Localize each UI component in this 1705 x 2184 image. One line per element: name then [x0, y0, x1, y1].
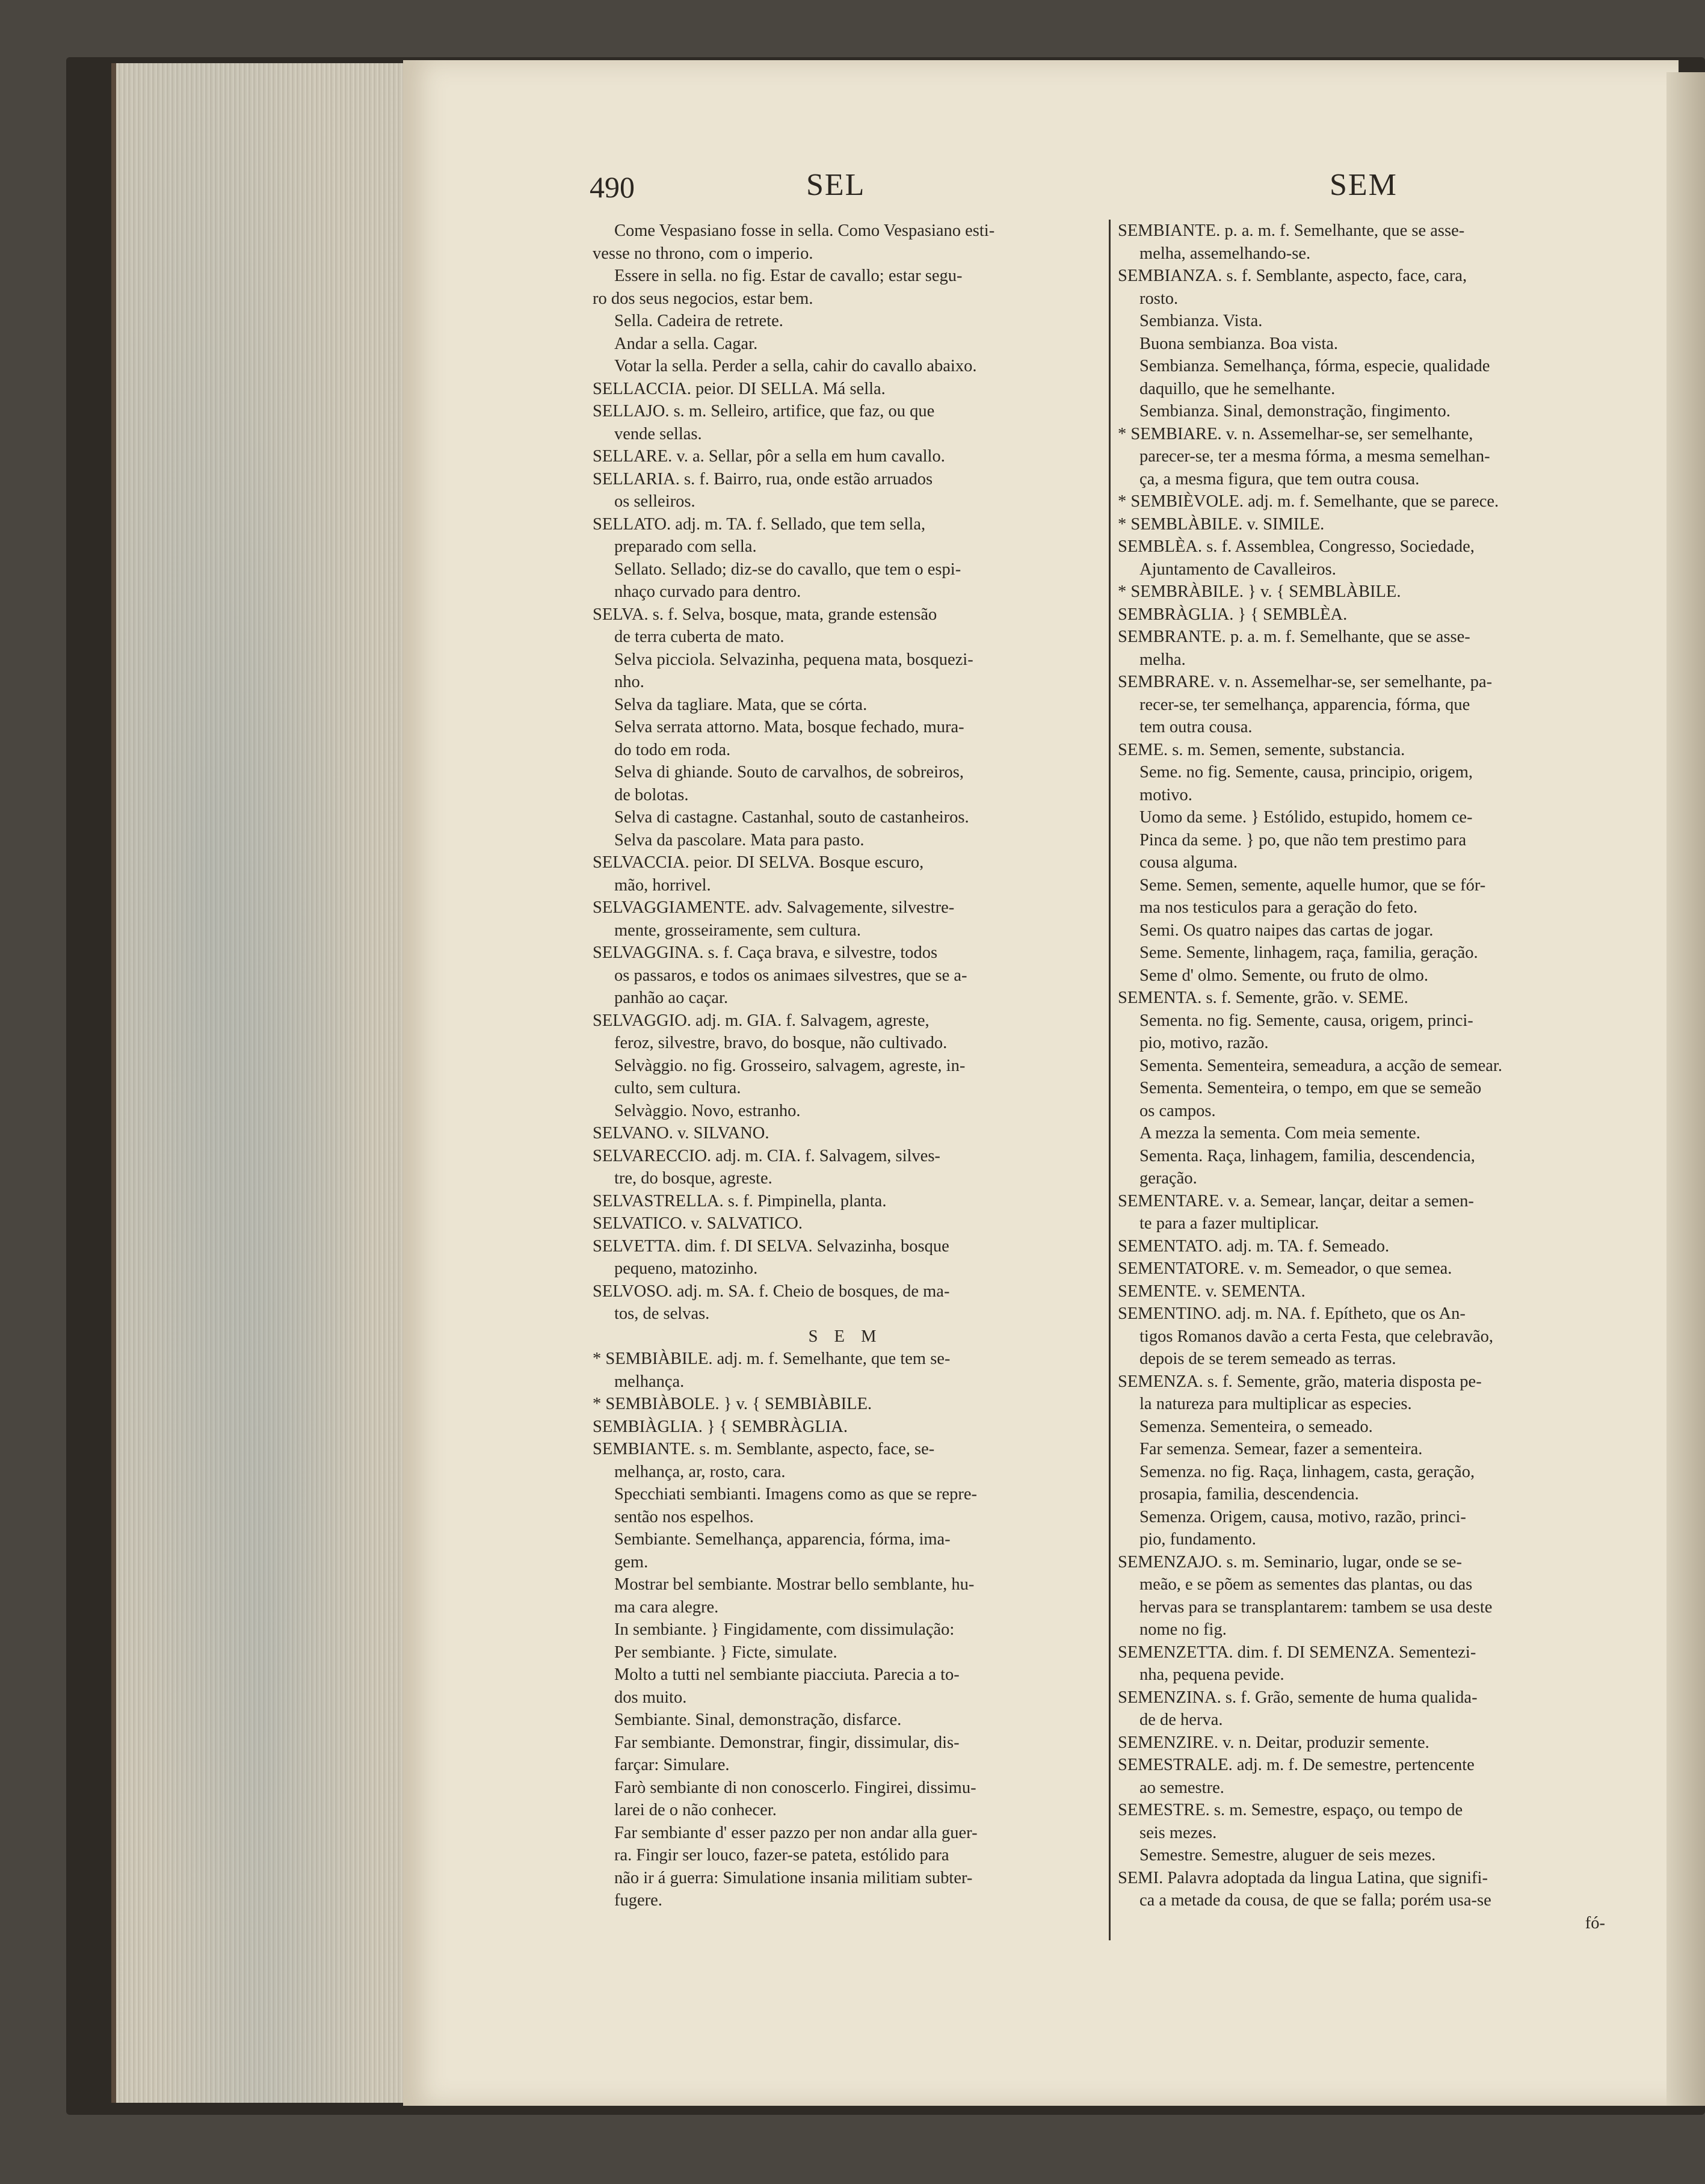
text-line: SEMENTE. v. SEMENTA.	[1118, 1282, 1306, 1301]
text-line: Votar la sella. Perder a sella, cahir do cavallo abaixo.	[614, 357, 977, 375]
text-line: cousa alguma.	[1139, 853, 1238, 872]
text-line: meão, e se põem as sementes das plantas, ou das	[1139, 1575, 1473, 1594]
text-line: Far semenza. Semear, fazer a sementeira.	[1139, 1440, 1423, 1458]
running-head-left: SEL	[806, 168, 866, 202]
text-line: SELLATO. adj. m. TA. f. Sellado, que tem sella,	[593, 514, 926, 534]
text-line: Mostrar bel sembiante. Mostrar bello semblante, hu-	[614, 1575, 975, 1594]
text-line: Seme. Semen, semente, aquelle humor, que se fór-	[1139, 875, 1486, 895]
text-line: Selva da tagliare. Mata, que se córta.	[614, 695, 868, 714]
text-line: Seme. Semente, linhagem, raça, familia, geração.	[1139, 943, 1478, 962]
text-line: panhão ao caçar.	[614, 989, 729, 1007]
text-line: daquillo, que he semelhante.	[1139, 379, 1336, 398]
left-column	[593, 220, 1098, 1912]
text-line: pequeno, matozinho.	[614, 1259, 758, 1278]
text-line: seis mezes.	[1139, 1823, 1217, 1842]
text-line: SEMENZA. s. f. Semente, grão, materia disposta pe-	[1118, 1372, 1482, 1391]
text-line: tre, do bosque, agreste.	[614, 1169, 772, 1188]
text-line: SELLAJO. s. m. Selleiro, artifice, que faz, ou que	[593, 402, 935, 421]
text-line: SELVETTA. dim. f. DI SELVA. Selvazinha, bosque	[593, 1236, 949, 1256]
text-line: SEMENTATORE. v. m. Semeador, o que semea.	[1118, 1259, 1452, 1278]
text-line: SEMBIANTE. p. a. m. f. Semelhante, que se asse-	[1118, 221, 1465, 240]
text-line: * SEMBIÀBILE. adj. m. f. Semelhante, que tem se-	[593, 1350, 951, 1368]
text-line: SELVAGGIAMENTE. adv. Salvagemente, silvestre-	[593, 898, 955, 917]
facing-page-edge	[1666, 72, 1705, 2106]
text-line: SEMI. Palavra adoptada da lingua Latina, que signifi-	[1118, 1868, 1488, 1887]
text-line: Selva da pascolare. Mata para pasto.	[614, 830, 865, 850]
text-line: SELLARE. v. a. Sellar, pôr a sella em hum cavallo.	[593, 447, 945, 466]
text-line: Semi. Os quatro naipes das cartas de jogar.	[1139, 921, 1434, 940]
text-line: SEMBLÈA. s. f. Assemblea, Congresso, Sociedade,	[1118, 537, 1475, 556]
text-line: SEMENZINA. s. f. Grão, semente de huma qualida-	[1118, 1688, 1478, 1707]
text-line: Andar a sella. Cagar.	[614, 334, 758, 353]
text-line: SEMBIANZA. s. f. Semblante, aspecto, face, cara,	[1118, 267, 1467, 285]
text-line: Semestre. Semestre, aluguer de seis mezes.	[1139, 1846, 1436, 1865]
text-line: geração.	[1139, 1169, 1197, 1188]
text-line: mente, grosseiramente, sem cultura.	[614, 921, 861, 940]
text-line: A mezza la sementa. Com meia semente.	[1139, 1124, 1420, 1143]
text-line: SEMENZETTA. dim. f. DI SEMENZA. Sementezi-	[1118, 1643, 1476, 1662]
page-edges	[111, 63, 411, 2103]
text-line: ra. Fingir ser louco, fazer-se pateta, estólido para	[614, 1846, 949, 1865]
text-line: não ir á guerra: Simulatione insania militiam subter-	[614, 1868, 973, 1887]
text-line: SEMBRÀGLIA. } { SEMBLÈA.	[1118, 605, 1348, 624]
text-line: Sementa. no fig. Semente, causa, origem, princi-	[1139, 1011, 1473, 1030]
text-line: Sembianza. Vista.	[1139, 312, 1263, 330]
text-line: Sembianza. Semelhança, fórma, especie, qualidade	[1139, 357, 1490, 375]
text-line: parecer-se, ter a mesma fórma, a mesma semelhan-	[1139, 447, 1490, 466]
text-line: SELLARIA. s. f. Bairro, rua, onde estão arruados	[593, 469, 933, 489]
text-line: culto, sem cultura.	[614, 1079, 741, 1097]
text-line: rosto.	[1139, 289, 1179, 308]
text-line: tem outra cousa.	[1139, 718, 1253, 736]
text-line: SEME. s. m. Semen, semente, substancia.	[1118, 740, 1405, 759]
text-line: Selvàggio. Novo, estranho.	[614, 1101, 801, 1120]
text-line: melha.	[1139, 650, 1186, 669]
text-line: tigos Romanos davão a certa Festa, que celebravão,	[1139, 1327, 1493, 1346]
text-line: In sembiante. } Fingidamente, com dissimulação:	[614, 1620, 955, 1639]
text-line: ao semestre.	[1139, 1778, 1224, 1797]
text-line: Seme. no fig. Semente, causa, principio, origem,	[1139, 763, 1473, 782]
text-line: SEMBIÀGLIA. } { SEMBRÀGLIA.	[593, 1417, 848, 1436]
text-line: Sembianza. Sinal, demonstração, fingimento.	[1139, 402, 1451, 421]
text-line: do todo em roda.	[614, 740, 731, 759]
text-line: de de herva.	[1139, 1710, 1223, 1729]
text-line: tos, de selvas.	[614, 1304, 710, 1323]
text-line: Seme d' olmo. Semente, ou fruto de olmo.	[1139, 966, 1429, 985]
text-line: Semenza. Origem, causa, motivo, razão, princi-	[1139, 1507, 1466, 1526]
text-line: Sementa. Sementeira, o tempo, em que se semeão	[1139, 1079, 1482, 1097]
right-column	[1118, 220, 1605, 1934]
text-line: SEMENTATO. adj. m. TA. f. Semeado.	[1118, 1236, 1390, 1256]
text-line: pio, fundamento.	[1139, 1530, 1256, 1549]
text-line: melhança.	[614, 1372, 685, 1391]
text-line: pio, motivo, razão.	[1139, 1034, 1269, 1052]
text-line: melhança, ar, rosto, cara.	[614, 1462, 786, 1481]
text-line: gem.	[614, 1552, 649, 1572]
text-line: Essere in sella. no fig. Estar de cavallo; estar segu-	[614, 267, 963, 285]
text-line: SEMENTINO. adj. m. NA. f. Epítheto, que os An-	[1118, 1304, 1466, 1323]
text-line: Semenza. Sementeira, o semeado.	[1139, 1417, 1373, 1436]
text-line: de bolotas.	[614, 785, 689, 804]
text-line: nha, pequena pevide.	[1139, 1665, 1284, 1684]
page-number: 490	[590, 170, 635, 204]
text-line: S E M	[808, 1327, 883, 1346]
text-line: Pinca da seme. } po, que não tem prestimo para	[1139, 830, 1467, 850]
text-line: SEMENTARE. v. a. Semear, lançar, deitar a semen-	[1118, 1191, 1474, 1211]
text-line: dos muito.	[614, 1688, 687, 1707]
text-line: farçar: Simulare.	[614, 1756, 730, 1774]
text-line: ma cara alegre.	[614, 1597, 719, 1617]
text-line: preparado com sella.	[614, 537, 757, 556]
text-line: fó-	[1585, 1913, 1605, 1933]
text-line: Specchiati sembianti. Imagens como as que se repre-	[614, 1485, 978, 1504]
text-line: depois de se terem semeado as terras.	[1139, 1350, 1396, 1368]
text-line: Ajuntamento de Cavalleiros.	[1139, 560, 1336, 579]
text-line: SELVA. s. f. Selva, bosque, mata, grande estensão	[593, 605, 937, 624]
text-line: la natureza para multiplicar as especies.	[1139, 1395, 1412, 1413]
text-line: ro dos seus negocios, estar bem.	[593, 289, 813, 308]
text-line: * SEMBIARE. v. n. Assemelhar-se, ser semelhante,	[1118, 424, 1473, 443]
text-line: SELVATICO. v. SALVATICO.	[593, 1214, 803, 1233]
text-line: * SEMBRÀBILE. } v. { SEMBLÀBILE.	[1118, 582, 1401, 601]
text-line: Come Vespasiano fosse in sella. Como Vespasiano esti-	[614, 221, 995, 240]
text-line: nho.	[614, 673, 644, 691]
text-line: Sembiante. Sinal, demonstração, disfarce.	[614, 1710, 902, 1729]
text-line: SEMENZIRE. v. n. Deitar, produzir semente.	[1118, 1733, 1429, 1752]
text-line: vende sellas.	[614, 424, 702, 443]
text-line: SELLACCIA. peior. DI SELLA. Má sella.	[593, 379, 886, 398]
text-line: vesse no throno, com o imperio.	[593, 244, 813, 263]
text-line: SEMBRANTE. p. a. m. f. Semelhante, que se asse-	[1118, 628, 1470, 646]
running-head-right: SEM	[1330, 168, 1398, 202]
text-line: Buona sembianza. Boa vista.	[1139, 334, 1339, 353]
text-line: os selleiros.	[614, 492, 695, 511]
text-line: Molto a tutti nel sembiante piacciuta. Parecia a to-	[614, 1665, 960, 1684]
text-line: Farò sembiante di non conoscerlo. Fingirei, dissimu-	[614, 1778, 976, 1797]
text-line: fugere.	[614, 1891, 662, 1910]
text-line: Selva di castagne. Castanhal, souto de castanheiros.	[614, 808, 969, 827]
text-line: os passaros, e todos os animaes silvestres, que se a-	[614, 966, 967, 985]
text-line: os campos.	[1139, 1101, 1216, 1120]
text-line: sentão nos espelhos.	[614, 1507, 754, 1526]
text-line: hervas para se transplantarem: tambem se usa deste	[1139, 1597, 1493, 1617]
text-line: larei de o não conhecer.	[614, 1801, 777, 1819]
text-line: Sementa. Sementeira, semeadura, a acção de semear.	[1139, 1056, 1502, 1075]
text-line: Selva serrata attorno. Mata, bosque fechado, mura-	[614, 718, 964, 736]
text-line: Sementa. Raça, linhagem, familia, descendencia,	[1139, 1146, 1475, 1165]
text-line: ça, a mesma figura, que tem outra cousa.	[1139, 469, 1420, 489]
text-line: SELVOSO. adj. m. SA. f. Cheio de bosques, de ma-	[593, 1282, 950, 1301]
text-line: Semenza. no fig. Raça, linhagem, casta, geração,	[1139, 1462, 1475, 1481]
text-line: Selva picciola. Selvazinha, pequena mata, bosquezi-	[614, 650, 973, 669]
text-line: motivo.	[1139, 785, 1192, 804]
text-line: Far sembiante d' esser pazzo per non andar alla guer-	[614, 1823, 978, 1842]
text-line: ca a metade da cousa, de que se falla; porém usa-se	[1139, 1891, 1491, 1910]
column-divider	[1109, 220, 1111, 1940]
text-line: Sembiante. Semelhança, apparencia, fórma, ima-	[614, 1530, 951, 1549]
text-line: Sellato. Sellado; diz-se do cavallo, que tem o espi-	[614, 560, 961, 579]
text-line: * SEMBLÀBILE. v. SIMILE.	[1118, 514, 1325, 534]
text-line: Selva di ghiande. Souto de carvalhos, de sobreiros,	[614, 763, 964, 782]
text-line: SELVAGGINA. s. f. Caça brava, e silvestre, todos	[593, 943, 938, 962]
text-line: nome no fig.	[1139, 1620, 1227, 1639]
text-line: de terra cuberta de mato.	[614, 628, 785, 646]
text-line: SEMBIANTE. s. m. Semblante, aspecto, face, se-	[593, 1440, 935, 1458]
text-line: SELVASTRELLA. s. f. Pimpinella, planta.	[593, 1191, 887, 1211]
text-line: Far sembiante. Demonstrar, fingir, dissimular, dis-	[614, 1733, 960, 1752]
text-line: melha, assemelhando-se.	[1139, 244, 1311, 263]
text-line: nhaço curvado para dentro.	[614, 582, 801, 601]
text-line: * SEMBIÀBOLE. } v. { SEMBIÀBILE.	[593, 1395, 872, 1413]
text-line: SEMENZAJO. s. m. Seminario, lugar, onde se se-	[1118, 1552, 1462, 1572]
text-line: SEMENTA. s. f. Semente, grão. v. SEME.	[1118, 989, 1408, 1007]
text-line: SELVARECCIO. adj. m. CIA. f. Salvagem, silves-	[593, 1146, 940, 1165]
text-line: * SEMBIÈVOLE. adj. m. f. Semelhante, que se parece.	[1118, 492, 1499, 511]
text-line: SELVACCIA. peior. DI SELVA. Bosque escuro,	[593, 853, 924, 872]
text-line: SEMESTRE. s. m. Semestre, espaço, ou tempo de	[1118, 1801, 1463, 1819]
text-line: Uomo da seme. } Estólido, estupido, homem ce-	[1139, 808, 1473, 827]
text-line: recer-se, ter semelhança, apparencia, fórma, que	[1139, 695, 1470, 714]
text-line: SEMESTRALE. adj. m. f. De semestre, pertencente	[1118, 1756, 1475, 1774]
text-line: SEMBRARE. v. n. Assemelhar-se, ser semelhante, pa-	[1118, 673, 1493, 691]
text-line: ma nos testiculos para a geração do feto.	[1139, 898, 1418, 917]
text-line: feroz, silvestre, bravo, do bosque, não cultivado.	[614, 1034, 948, 1052]
text-line: prosapia, familia, descendencia.	[1139, 1485, 1359, 1504]
text-line: mão, horrivel.	[614, 875, 711, 895]
text-line: SELVAGGIO. adj. m. GIA. f. Salvagem, agreste,	[593, 1011, 930, 1030]
text-line: SELVANO. v. SILVANO.	[593, 1124, 769, 1143]
text-line: Sella. Cadeira de retrete.	[614, 312, 783, 330]
text-line: Per sembiante. } Ficte, simulate.	[614, 1643, 837, 1662]
text-line: te para a fazer multiplicar.	[1139, 1214, 1319, 1233]
text-line: Selvàggio. no fig. Grosseiro, salvagem, agreste, in-	[614, 1056, 966, 1075]
